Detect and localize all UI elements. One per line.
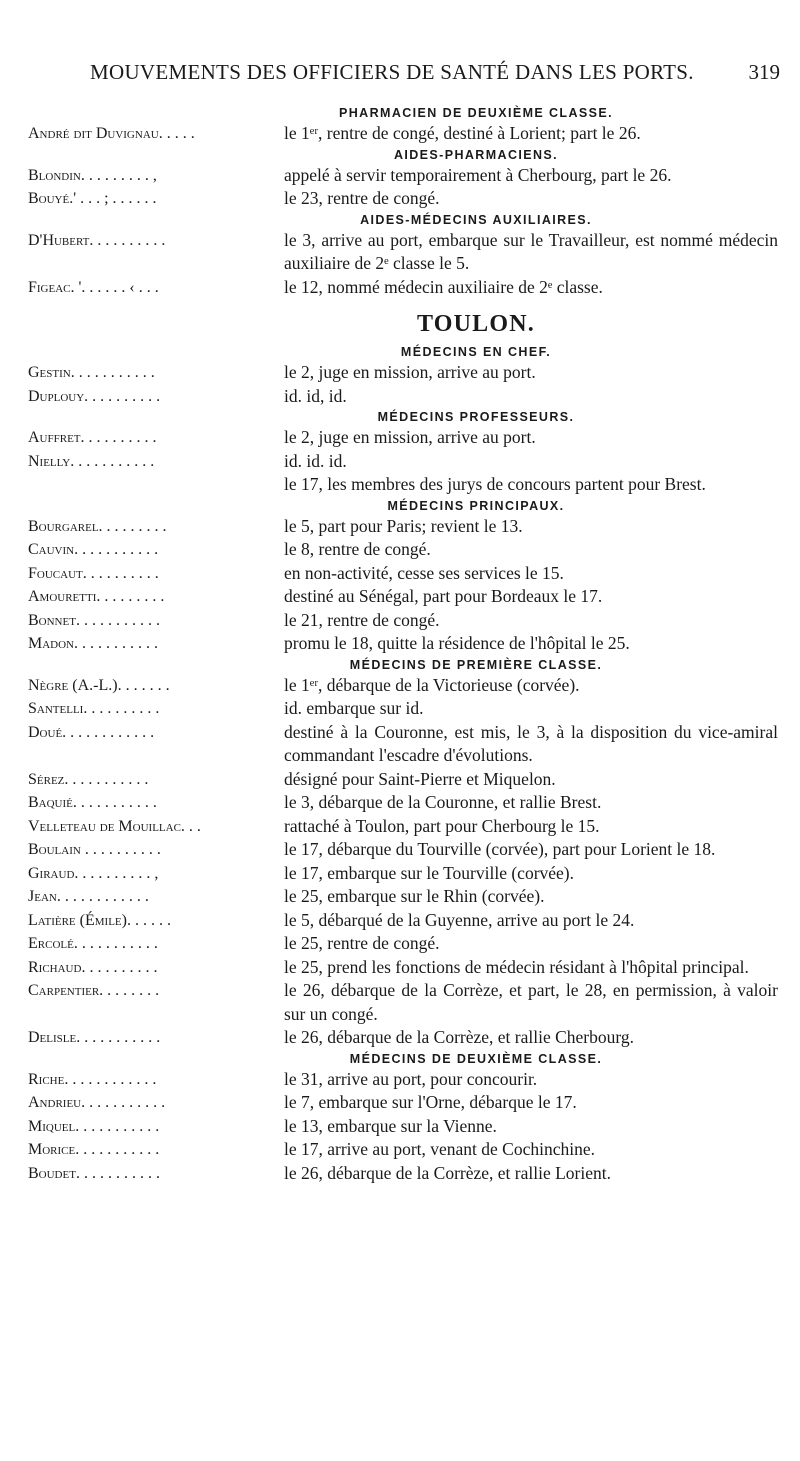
movement-description: le 13, embarque sur la Vienne. xyxy=(284,1115,497,1136)
entry-row xyxy=(28,674,788,698)
page-body xyxy=(28,104,788,1185)
movement-description: le 1ᵉʳ, débarque de la Victorieuse (corvée). xyxy=(284,674,580,695)
movement-description: id. embarque sur id. xyxy=(284,698,424,718)
officer-name: Auffret. . . . . . . . . . xyxy=(28,429,157,446)
officer-name: André dit Duvignau. . . . . xyxy=(28,125,195,142)
movement-description: le 17, débarque du Tourville (corvée), part pour Lorient le 18. xyxy=(284,839,716,859)
entry-row xyxy=(28,697,788,721)
officer-name: Nègre (A.-L.). . . . . . . xyxy=(28,676,170,694)
city-heading: TOULON. xyxy=(417,311,535,337)
officer-name: Figeac. '. . . . . . ‹ . . . xyxy=(28,278,159,296)
entry-row xyxy=(28,1026,788,1050)
page-number: 319 xyxy=(748,60,780,84)
entry-row xyxy=(28,187,788,211)
officer-name: Santelli. . . . . . . . . . xyxy=(28,700,160,717)
entry-row xyxy=(28,426,788,450)
officer-name: Andrieu. . . . . . . . . . . xyxy=(28,1094,166,1111)
entry-row xyxy=(28,450,788,474)
movement-description: le 1ᵉʳ, rentre de congé, destiné à Lorient; part le 26. xyxy=(284,123,641,143)
officer-name: Giraud. . . . . . . . . . , xyxy=(28,864,159,882)
movement-description: le 5, débarqué de la Guyenne, arrive au port le 24. xyxy=(284,909,635,930)
movement-description: destiné à la Couronne, est mis, le 3, à la disposition du vice-amiral commandant l'escadre d'évolutions. xyxy=(284,721,778,765)
movement-description: le 25, embarque sur le Rhin (corvée). xyxy=(284,886,545,906)
entry-row xyxy=(28,1068,788,1092)
entry-row xyxy=(28,1115,788,1139)
officer-name: Boudet. . . . . . . . . . . xyxy=(28,1164,160,1182)
officer-name: Velleteau de Mouillac. . . xyxy=(28,817,201,835)
movement-description: le 7, embarque sur l'Orne, débarque le 17. xyxy=(284,1092,577,1112)
officer-name: D'Hubert. . . . . . . . . . xyxy=(28,231,166,249)
entry-row xyxy=(28,538,788,562)
section-heading: MÉDECINS PRINCIPAUX. xyxy=(387,498,565,513)
section-heading: AIDES-MÉDECINS AUXILIAIRES. xyxy=(360,212,592,227)
entry-row xyxy=(28,632,788,656)
entry-row xyxy=(28,515,788,539)
movement-description: le 17, les membres des jurys de concours partent pour Brest. xyxy=(284,474,706,494)
officer-name: Blondin. . . . . . . . . , xyxy=(28,166,157,184)
movement-description: le 5, part pour Paris; revient le 13. xyxy=(284,515,523,536)
section-heading: MÉDECINS EN CHEF. xyxy=(400,345,552,359)
movement-description: rattaché à Toulon, part pour Cherbourg le 15. xyxy=(284,815,600,836)
entry-row xyxy=(28,609,788,633)
officer-name: Duplouy. . . . . . . . . . xyxy=(28,387,161,405)
officer-name: Richaud. . . . . . . . . . xyxy=(28,958,158,976)
section-heading: MÉDECINS DE DEUXIÈME CLASSE. xyxy=(349,1051,603,1066)
entry-row xyxy=(28,838,788,862)
section-heading: AIDES-PHARMACIENS. xyxy=(393,147,559,162)
entry-row xyxy=(28,361,788,385)
entry-row xyxy=(28,385,788,409)
officer-name: Nielly. . . . . . . . . . . xyxy=(28,452,155,470)
entry-row xyxy=(28,932,788,956)
movement-description: promu le 18, quitte la résidence de l'hôpital le 25. xyxy=(284,633,630,653)
officer-name: Bouyé.' . . . ; . . . . . . xyxy=(28,190,157,207)
officer-name: Latière (Émile). . . . . . xyxy=(28,911,171,929)
officer-name: Doué. . . . . . . . . . . . xyxy=(28,723,155,741)
entry-row xyxy=(28,815,788,839)
movement-description: le 12, nommé médecin auxiliaire de 2ᵉ classe. xyxy=(284,276,603,297)
movement-description: le 26, débarque de la Corrèze, et part, le 28, en permission, à valoir sur un congé. xyxy=(284,980,778,1024)
officer-name: Carpentier. . . . . . . . xyxy=(28,982,160,999)
movement-description: désigné pour Saint-Pierre et Miquelon. xyxy=(284,768,556,789)
movement-description: le 26, débarque de la Corrèze, et rallie Lorient. xyxy=(284,1162,611,1183)
movement-description: en non-activité, cesse ses services le 15. xyxy=(284,562,564,583)
entry-row xyxy=(28,164,788,188)
officer-name: Gestin. . . . . . . . . . . xyxy=(28,364,155,381)
entry-row xyxy=(28,791,788,815)
entry-row xyxy=(28,956,788,980)
officer-name: Cauvin. . . . . . . . . . . xyxy=(28,541,159,558)
movement-description: appelé à servir temporairement à Cherbourg, part le 26. xyxy=(284,164,672,185)
section-heading: PHARMACIEN DE DEUXIÈME CLASSE. xyxy=(339,106,613,120)
officer-name: Madon. . . . . . . . . . . xyxy=(28,635,159,652)
movement-description: le 25, rentre de congé. xyxy=(284,933,440,953)
page-header xyxy=(90,60,780,90)
officer-name: Jean. . . . . . . . . . . . xyxy=(28,888,149,905)
movement-description: destiné au Sénégal, part pour Bordeaux le 17. xyxy=(284,586,603,606)
movement-description: le 25, prend les fonctions de médecin résidant à l'hôpital principal. xyxy=(284,956,749,977)
section-heading: MÉDECINS PROFESSEURS. xyxy=(377,410,575,424)
entry-row xyxy=(28,885,788,909)
officer-name: Bonnet. . . . . . . . . . . xyxy=(28,611,160,629)
entry-row xyxy=(28,122,788,146)
movement-description: le 17, arrive au port, venant de Cochinchine. xyxy=(284,1139,596,1159)
officer-name: Morice. . . . . . . . . . . xyxy=(28,1141,160,1158)
officer-name: Boulain . . . . . . . . . . xyxy=(28,841,161,858)
movement-description: id. id, id. xyxy=(284,385,347,406)
officer-name: Miquel. . . . . . . . . . . xyxy=(28,1117,160,1135)
movement-description: le 2, juge en mission, arrive au port. xyxy=(284,427,536,447)
movement-description: le 17, embarque sur le Tourville (corvée). xyxy=(284,862,575,883)
movement-description: le 3, arrive au port, embarque sur le Travailleur, est nommé médecin auxiliaire de 2ᵉ classe le 5. xyxy=(284,229,778,273)
entry-row xyxy=(28,276,788,300)
entry-row xyxy=(28,1091,788,1115)
entry-row xyxy=(28,229,788,276)
officer-name: Delisle. . . . . . . . . . . xyxy=(28,1029,161,1046)
officer-name: Ercolé. . . . . . . . . . . xyxy=(28,935,158,952)
entry-row xyxy=(28,1138,788,1162)
officer-name xyxy=(28,473,284,497)
officer-name: Baquié. . . . . . . . . . . xyxy=(28,794,157,811)
officer-name: Bourgarel. . . . . . . . . xyxy=(28,517,167,535)
movement-description: le 23, rentre de congé. xyxy=(284,188,440,208)
entry-row xyxy=(28,585,788,609)
officer-name: Sérez. . . . . . . . . . . xyxy=(28,770,149,788)
movement-description: le 2, juge en mission, arrive au port. xyxy=(284,362,536,382)
movement-description: le 3, débarque de la Couronne, et rallie Brest. xyxy=(284,792,602,812)
section-heading: MÉDECINS DE PREMIÈRE CLASSE. xyxy=(349,657,603,672)
movement-description: id. id. id. xyxy=(284,450,347,471)
running-title: MOUVEMENTS DES OFFICIERS DE SANTÉ DANS LES PORTS. xyxy=(90,60,694,84)
movement-description: le 31, arrive au port, pour concourir. xyxy=(284,1068,538,1089)
officer-name: Amouretti. . . . . . . . . xyxy=(28,588,165,605)
entry-row xyxy=(28,862,788,886)
entry-row xyxy=(28,721,788,768)
movement-description: le 26, débarque de la Corrèze, et rallie Cherbourg. xyxy=(284,1027,635,1047)
entry-row xyxy=(28,1162,788,1186)
entry-row xyxy=(28,979,788,1026)
entry-row xyxy=(28,473,788,497)
entry-row xyxy=(28,562,788,586)
movement-description: le 8, rentre de congé. xyxy=(284,539,431,559)
entry-row xyxy=(28,909,788,933)
entry-row xyxy=(28,768,788,792)
officer-name: Foucaut. . . . . . . . . . xyxy=(28,564,159,582)
officer-name: Riche. . . . . . . . . . . . xyxy=(28,1070,157,1088)
movement-description: le 21, rentre de congé. xyxy=(284,609,440,630)
